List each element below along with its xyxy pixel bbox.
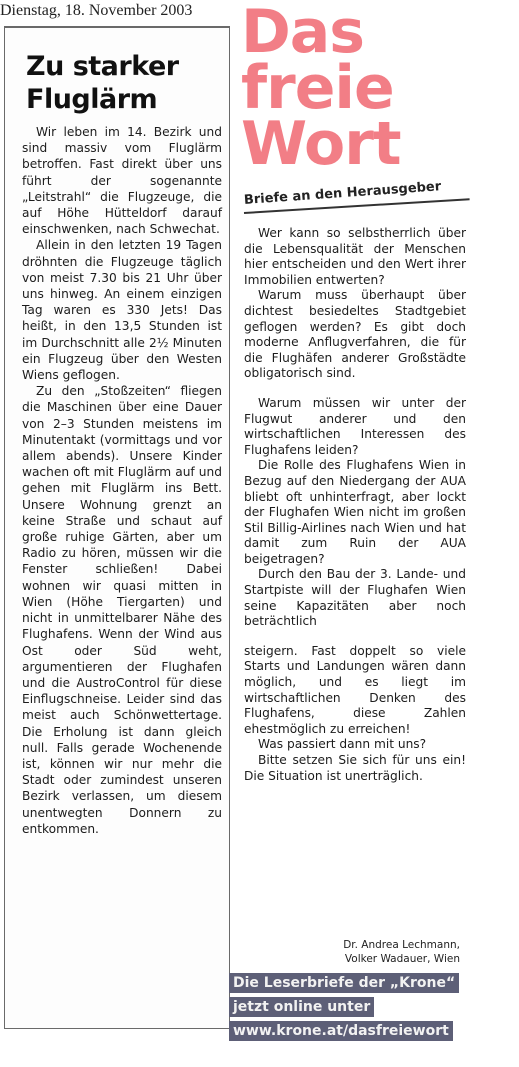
- paragraph: Was passiert dann mit uns?: [258, 737, 427, 752]
- promo-line-2: jetzt online unter: [229, 997, 374, 1017]
- signature-line-2: Volker Wadauer, Wien: [344, 953, 460, 965]
- letter-body-right: [244, 226, 466, 784]
- paragraph: Warum muss überhaupt über dichtest besiedeltes Stadtgebiet geflogen werden? Es gibt doch moderne Anflugverfahren, die für die Flughäfen anderer Großstädte obligatorisch sind.: [244, 288, 466, 381]
- signature: [300, 938, 460, 966]
- brand-line-1: Das: [241, 0, 365, 67]
- brand-line-3: Wort: [241, 109, 401, 179]
- section-subhead: Briefe an den Herausgeber: [243, 179, 442, 208]
- paragraph: Durch den Bau der 3. Lande- und Startpiste will der Flughafen Wien seine Kapazitäten aber noch beträchtlich: [244, 567, 466, 629]
- promo-line-1: Die Leserbriefe der „Krone“: [229, 973, 459, 993]
- paragraph: steigern. Fast doppelt so viele Starts und Landungen wären dann möglich, und es liegt im wirtschaftlichen Denken des Flughafens, diese Zahlen ehestmöglich zu erreichen!: [244, 643, 466, 736]
- paragraph: Wer kann so selbstherrlich über die Lebensqualität der Menschen hier entscheiden und den Wert ihrer Immobilien entwerten?: [244, 226, 466, 287]
- paragraph: Allein in den letzten 19 Tagen dröhnten die Flugzeuge täglich von meist 7.30 bis 21 Uhr über uns hinweg. An einem einzigen Tag waren es 330 Jets! Das heißt, in den 13,5 Stunden ist im Durchschnitt alle 2½ Minuten ein Flugzeug über den Westen Wiens geflogen.: [22, 238, 222, 383]
- section-brand-title: [241, 0, 471, 179]
- headline-line-2: Fluglärm: [26, 84, 158, 115]
- letter-body-left: [22, 124, 222, 837]
- dateline: Dienstag, 18. November 2003: [0, 2, 193, 19]
- paragraph: Bitte setzen Sie sich für uns ein! Die Situation ist unerträglich.: [244, 753, 466, 783]
- paragraph: Die Rolle des Flughafens Wien in Bezug auf den Niedergang der AUA bliebt oft unhinterfragt, aber lockt der Flughafen Wien nicht im großen Stil Billig-Airlines nach Wien und hat damit zum Ruin der AUA beigetragen?: [244, 458, 466, 566]
- headline: [26, 50, 226, 116]
- promo-url-link[interactable]: www.krone.at/dasfreiewort: [229, 1021, 453, 1041]
- paragraph: Warum müssen wir unter der Flugwut anderer und den wirtschaftlichen Interessen des Flughafens leiden?: [244, 395, 466, 457]
- headline-line-1: Zu starker: [26, 51, 179, 82]
- signature-line-1: Dr. Andrea Lechmann,: [343, 939, 460, 951]
- paragraph: Wir leben im 14. Bezirk und sind massiv vom Fluglärm betroffen. Fast direkt über uns führt der sogenannte „Leitstrahl“ die Flugzeuge, die auf Höhe Hütteldorf darauf einschwenken, nach Schwechat.: [22, 125, 222, 237]
- online-promo-box: [229, 973, 517, 1053]
- brand-line-2: freie: [241, 53, 394, 123]
- paragraph: Zu den „Stoßzeiten“ fliegen die Maschinen über eine Dauer von 2–3 Stunden meistens im Minutentakt (vormittags und vor allem abends). Unsere Kinder wachen oft mit Fluglärm auf und gehen mit Fluglärm ins Bett. Unsere Wohnung grenzt an keine Straße und schaut auf große ruhige Gärten, aber um Radio zu hören, müssen wir die Fenster schließen! Dabei wohnen wir quasi mitten in Wien (Höhe Tiergarten) und nicht in unmittelbarer Nähe des Flughafens. Wenn der Wind aus Ost oder Süd weht, argumentieren der Flughafen und die AustroControl für diese Einflugschneise. Leider sind das meist auch Schönwettertage. Die Erholung ist dann gleich null. Falls gerade Wochenende ist, können wir nur mehr die Stadt oder zumindest unseren Bezirk verlassen, um diesem unentwegten Donnern zu entkommen.: [22, 384, 222, 836]
